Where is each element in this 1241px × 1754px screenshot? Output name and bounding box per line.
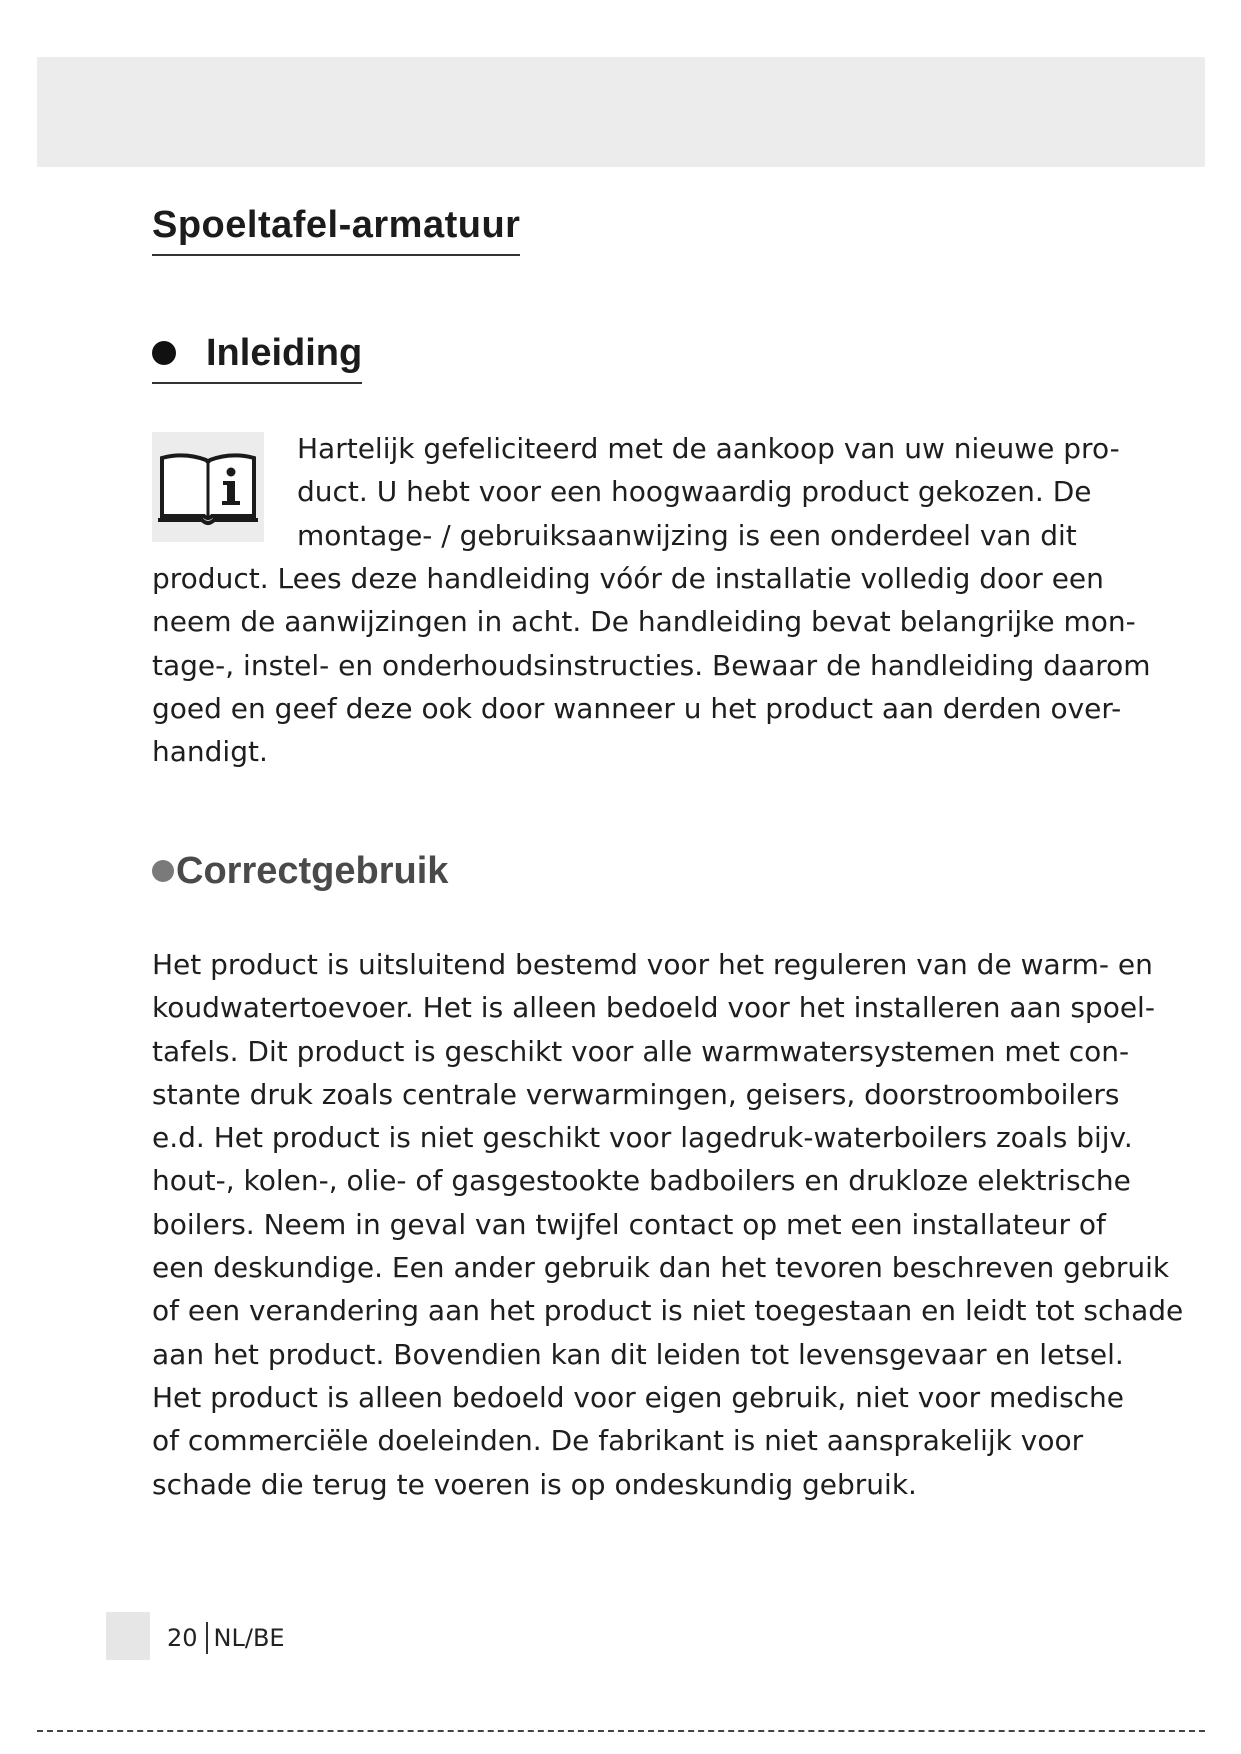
text-line: Het product is alleen bedoeld voor eigen gebruik, niet voor medische xyxy=(152,1380,1125,1414)
text-line: neem de aanwijzingen in acht. De handleiding bevat belangrijke mon- xyxy=(152,605,1136,639)
section-heading-label: Correctgebruik xyxy=(176,850,449,892)
intro-paragraph-beside-icon xyxy=(297,427,1120,557)
text-line: tafels. Dit product is geschikt voor alle warmwatersystemen met con- xyxy=(152,1034,1130,1068)
text-line: koudwatertoevoer. Het is alleen bedoeld voor het installeren aan spoel- xyxy=(152,991,1155,1025)
bottom-divider xyxy=(37,1730,1205,1732)
text-line: schade die terug te voeren is op ondeskundig gebruik. xyxy=(152,1467,917,1501)
text-line: of een verandering aan het product is niet toegestaan en leidt tot schade xyxy=(152,1294,1184,1328)
page-footer xyxy=(167,1622,285,1654)
footer-marker xyxy=(106,1612,150,1660)
page-number: 20 xyxy=(167,1624,198,1652)
text-line: goed en geef deze ook door wanneer u het product aan derden over- xyxy=(152,691,1122,725)
text-line: boilers. Neem in geval van twijfel contact op met een installateur of xyxy=(152,1207,1106,1241)
correct-use-paragraph xyxy=(152,943,1183,1506)
footer-divider xyxy=(206,1622,208,1654)
text-line: Het product is uitsluitend bestemd voor het reguleren van de warm- en xyxy=(152,948,1153,981)
text-line: aan het product. Bovendien kan dit leiden tot levensgevaar en letsel. xyxy=(152,1337,1124,1371)
header-band xyxy=(37,57,1205,167)
text-line: hout-, kolen-, olie- of gasgestookte badboilers en drukloze elektrische xyxy=(152,1164,1131,1198)
intro-paragraph xyxy=(152,557,1151,773)
document-title: Spoeltafel-armatuur xyxy=(152,202,520,256)
manual-info-icon xyxy=(152,432,264,542)
heading-bullet-icon xyxy=(152,860,174,882)
section-heading-inleiding xyxy=(152,330,362,384)
text-line: een deskundige. Een ander gebruik dan het tevoren beschreven gebruik xyxy=(152,1251,1170,1285)
text-line: of commerciële doeleinden. De fabrikant is niet aansprakelijk voor xyxy=(152,1424,1084,1458)
text-line: montage- / gebruiksaanwijzing is een onderdeel van dit xyxy=(297,518,1077,552)
heading-bullet-icon xyxy=(152,341,176,365)
text-line: stante druk zoals centrale verwarmingen, geisers, doorstroomboilers xyxy=(152,1077,1120,1111)
locale-label: NL/BE xyxy=(213,1624,285,1652)
text-line: tage-, instel- en onderhoudsinstructies. Bewaar de handleiding daarom xyxy=(152,648,1151,682)
text-line: Hartelijk gefeliciteerd met de aankoop van uw nieuwe pro- xyxy=(297,432,1120,465)
section-heading-label: Inleiding xyxy=(206,332,363,374)
text-line: handigt. xyxy=(152,735,268,769)
text-line: e.d. Het product is niet geschikt voor lagedruk-waterboilers zoals bijv. xyxy=(152,1121,1133,1155)
section-heading-correctgebruik xyxy=(152,848,448,894)
text-line: product. Lees deze handleiding vóór de installatie volledig door een xyxy=(152,562,1104,595)
text-line: duct. U hebt voor een hoogwaardig product gekozen. De xyxy=(297,475,1092,509)
